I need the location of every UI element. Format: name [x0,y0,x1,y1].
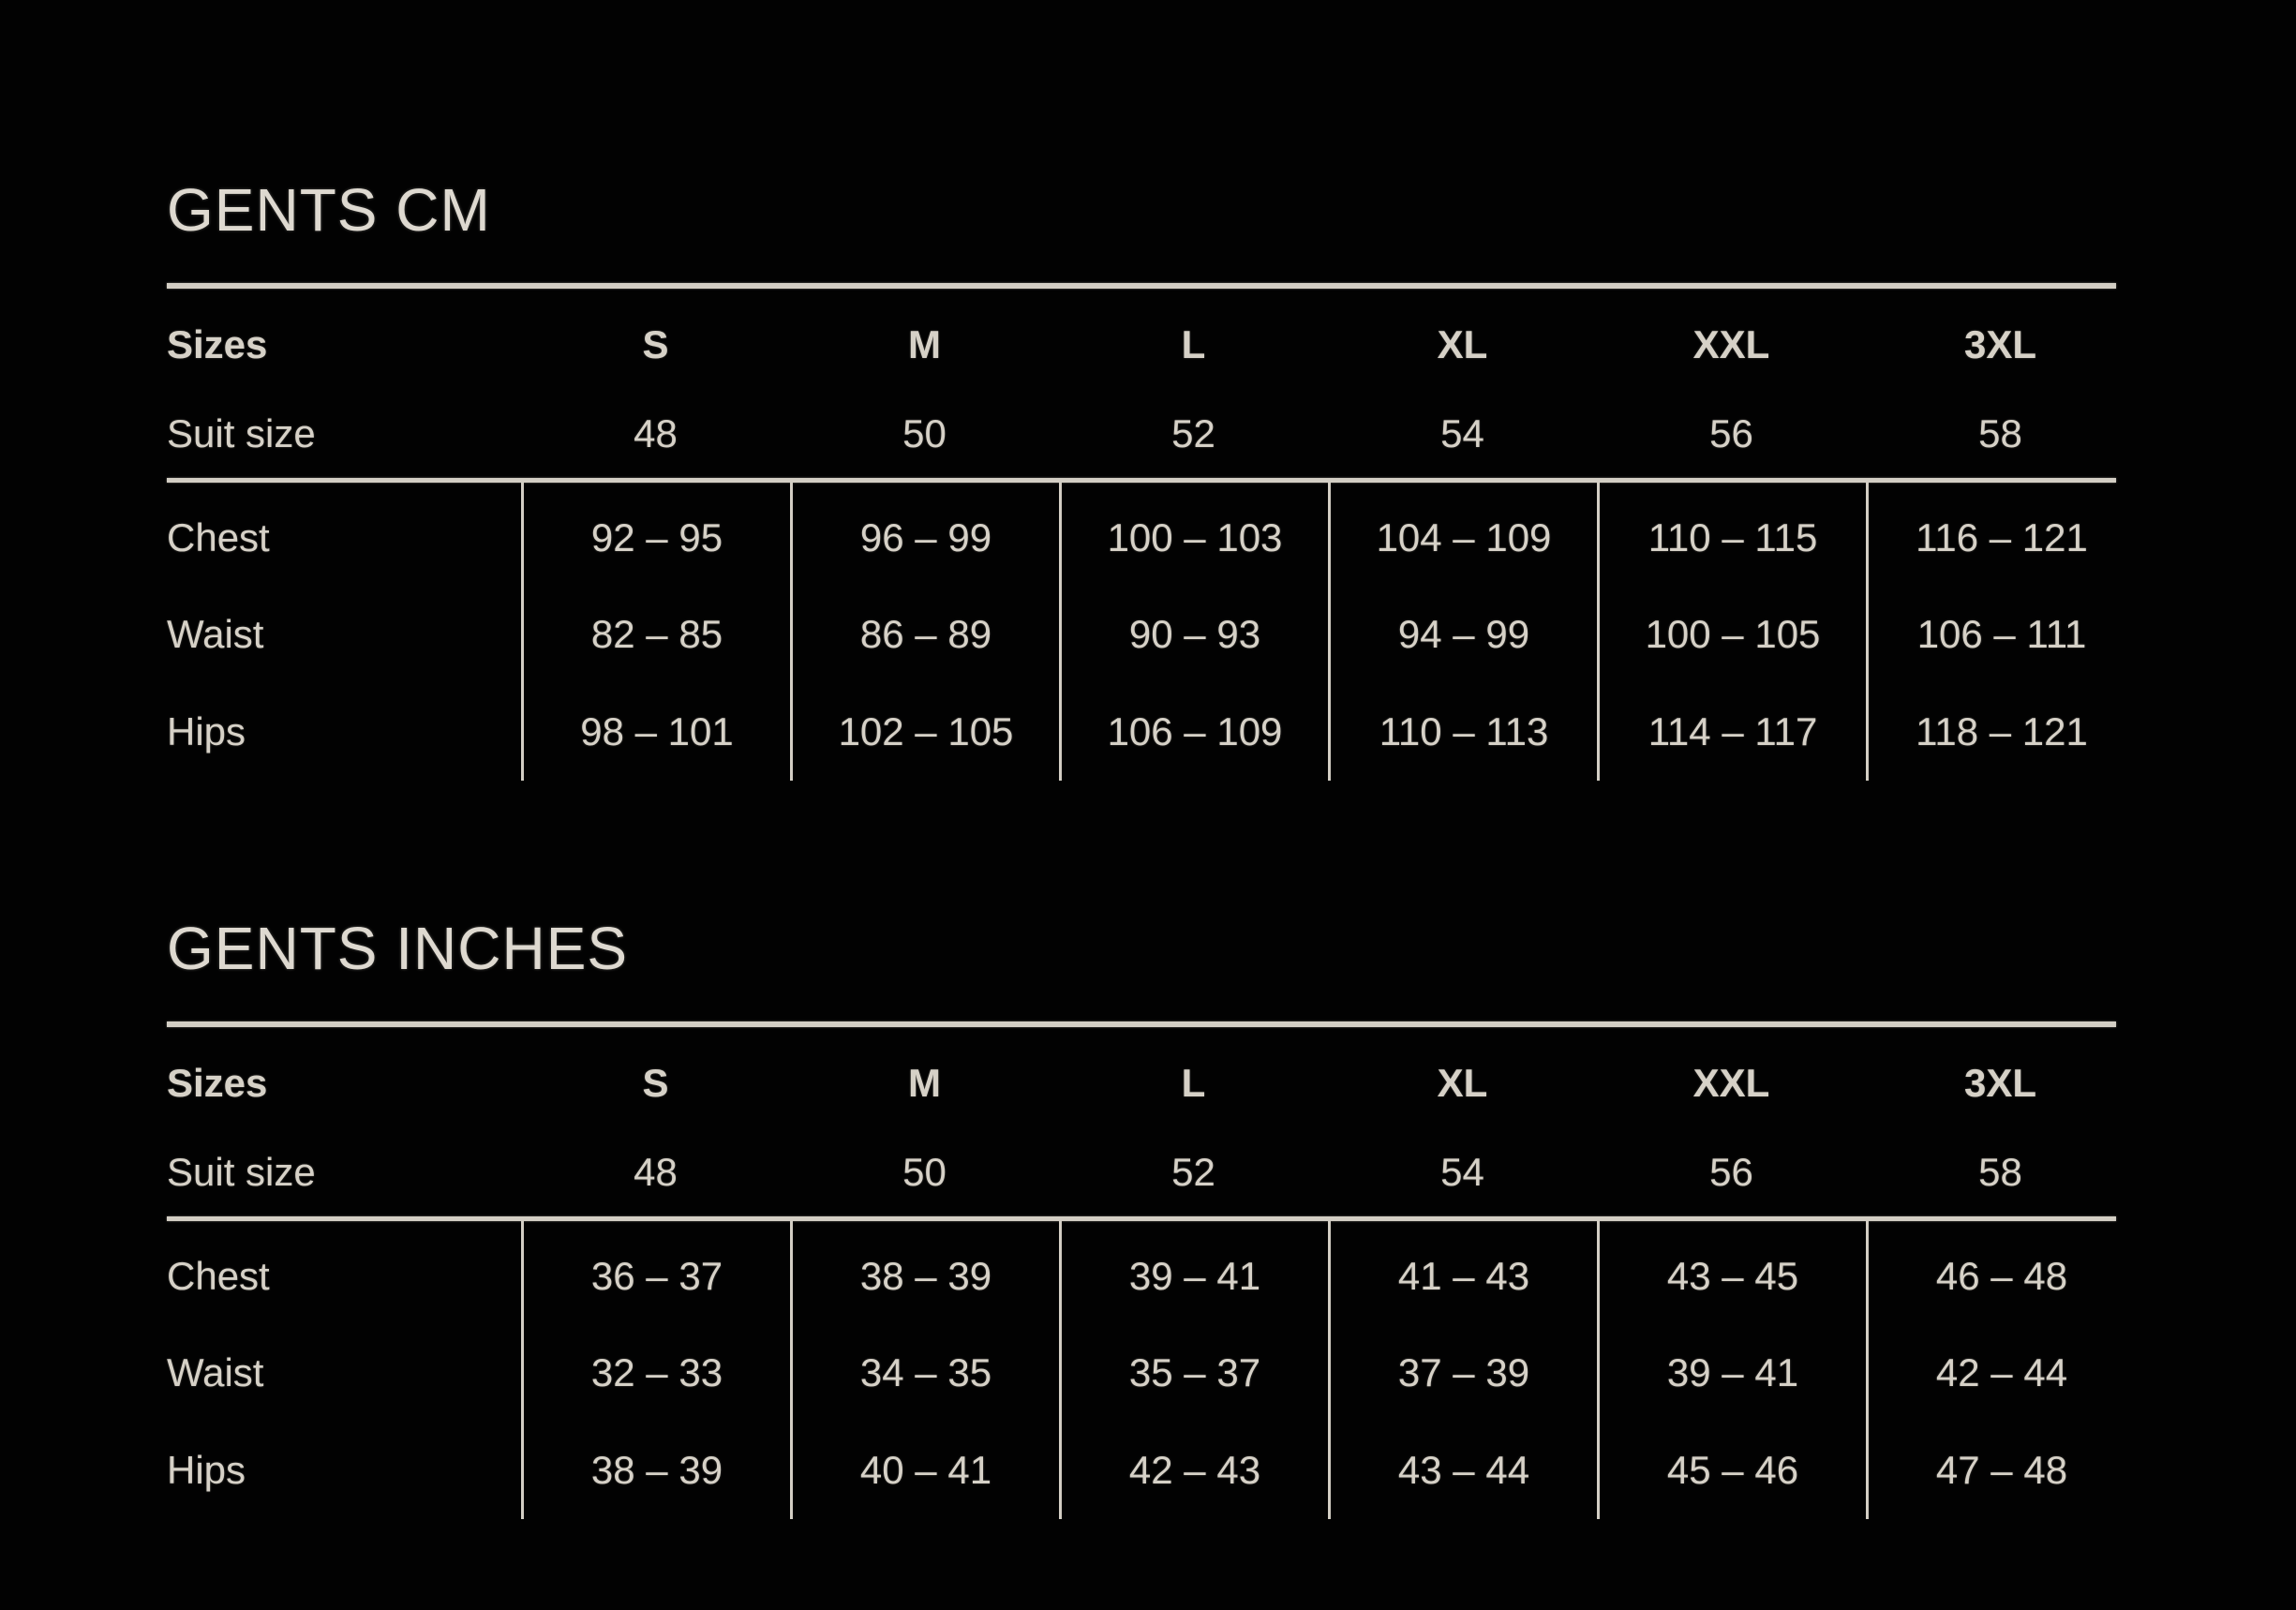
measurement-range: 100 – 103 [1059,483,1328,586]
measurement-range: 100 – 105 [1597,586,1866,683]
suit-size-row-label: Suit size [167,410,316,455]
measurement-range: 37 – 39 [1328,1324,1597,1422]
sizes-row-label: Sizes [167,1060,268,1105]
measurement-range: 116 – 121 [1866,483,2135,586]
suit-size-value: 50 [902,1149,947,1194]
measurement-range: 38 – 39 [521,1422,790,1519]
column-line-extension [167,1519,521,1536]
column-line-extension [521,1519,790,1536]
suit-size-value: 58 [1978,410,2022,455]
column-line-extension [790,781,1059,798]
suit-size-value: 48 [634,410,678,455]
measurement-label: Hips [167,1448,246,1492]
column-line-extension [790,1519,1059,1536]
measurement-range: 110 – 113 [1328,683,1597,781]
suit-size-value: 58 [1978,1149,2022,1194]
column-line-extension [1597,781,1866,798]
column-line-extension [1059,781,1328,798]
sizes-row-label: Sizes [167,321,268,366]
measurements-inches [167,1221,2135,1536]
measurement-range: 36 – 37 [521,1221,790,1324]
suit-size-value: 50 [902,410,947,455]
size-header-cm [167,289,2135,478]
measurement-range: 94 – 99 [1328,586,1597,683]
size-col-header-3xl: 3XL [1963,321,2037,366]
measurement-range: 46 – 48 [1866,1221,2135,1324]
column-line-extension [1059,1519,1328,1536]
measurement-range: 45 – 46 [1597,1422,1866,1519]
measurement-range: 106 – 111 [1866,586,2135,683]
measurement-range: 32 – 33 [521,1324,790,1422]
suit-size-value: 56 [1709,410,1753,455]
column-line-extension [1866,781,2135,798]
size-col-header-s: S [642,321,669,366]
size-col-header-xxl: XXL [1692,321,1770,366]
size-header-inches [167,1027,2135,1216]
measurement-range: 82 – 85 [521,586,790,683]
column-line-extension [1328,1519,1597,1536]
measurement-range: 39 – 41 [1597,1324,1866,1422]
suit-size-value: 54 [1440,1149,1484,1194]
size-col-header-s: S [642,1060,669,1105]
measurement-range: 47 – 48 [1866,1422,2135,1519]
measurement-range: 43 – 45 [1597,1221,1866,1324]
measurement-range: 40 – 41 [790,1422,1059,1519]
suit-size-value: 52 [1171,1149,1215,1194]
measurement-range: 43 – 44 [1328,1422,1597,1519]
size-col-header-xl: XL [1437,321,1488,366]
size-col-header-l: L [1181,1060,1206,1105]
measurement-label: Waist [167,612,264,656]
gents-inches-section [167,915,2296,1536]
measurement-range: 86 – 89 [790,586,1059,683]
size-col-header-3xl: 3XL [1963,1060,2037,1105]
size-col-header-m: M [908,321,941,366]
measurement-range: 35 – 37 [1059,1324,1328,1422]
table-title-inches: GENTS INCHES [167,915,629,982]
measurement-label: Waist [167,1350,264,1394]
suit-size-value: 56 [1709,1149,1753,1194]
size-col-header-xxl: XXL [1692,1060,1770,1105]
measurement-range: 42 – 43 [1059,1422,1328,1519]
measurement-range: 41 – 43 [1328,1221,1597,1324]
measurement-range: 102 – 105 [790,683,1059,781]
column-line-extension [1328,781,1597,798]
measurement-range: 90 – 93 [1059,586,1328,683]
size-col-header-xl: XL [1437,1060,1488,1105]
measurement-range: 34 – 35 [790,1324,1059,1422]
gents-cm-section [167,176,2296,798]
column-line-extension [1597,1519,1866,1536]
measurement-range: 110 – 115 [1597,483,1866,586]
measurement-range: 42 – 44 [1866,1324,2135,1422]
size-col-header-m: M [908,1060,941,1105]
measurement-range: 118 – 121 [1866,683,2135,781]
measurement-range: 38 – 39 [790,1221,1059,1324]
column-line-extension [521,781,790,798]
measurement-label: Chest [167,515,270,559]
measurement-range: 96 – 99 [790,483,1059,586]
column-line-extension [1866,1519,2135,1536]
measurement-range: 114 – 117 [1597,683,1866,781]
measurement-label: Chest [167,1254,270,1298]
suit-size-row-label: Suit size [167,1149,316,1194]
measurement-label: Hips [167,709,246,753]
suit-size-value: 52 [1171,410,1215,455]
table-title-cm: GENTS CM [167,176,491,244]
column-line-extension [167,781,521,798]
suit-size-value: 48 [634,1149,678,1194]
measurement-range: 92 – 95 [521,483,790,586]
suit-size-value: 54 [1440,410,1484,455]
measurement-range: 104 – 109 [1328,483,1597,586]
measurements-cm [167,483,2135,798]
measurement-range: 98 – 101 [521,683,790,781]
measurement-range: 39 – 41 [1059,1221,1328,1324]
measurement-range: 106 – 109 [1059,683,1328,781]
size-col-header-l: L [1181,321,1206,366]
